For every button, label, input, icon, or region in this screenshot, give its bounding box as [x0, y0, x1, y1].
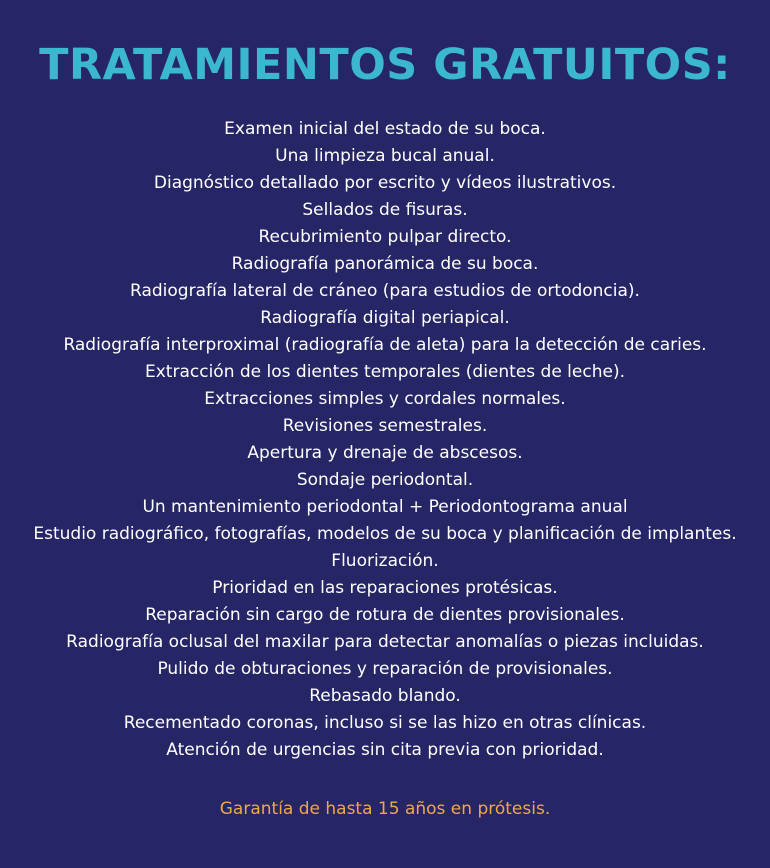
treatment-item: Sondaje periodontal. [296, 470, 474, 490]
treatment-item: Revisiones semestrales. [282, 416, 488, 436]
treatment-item: Prioridad en las reparaciones protésicas. [212, 578, 558, 598]
treatment-item: Radiografía digital periapical. [260, 308, 510, 328]
treatment-item: Reparación sin cargo de rotura de dientes provisionales. [145, 605, 625, 625]
treatment-item: Radiografía oclusal del maxilar para detectar anomalías o piezas incluidas. [66, 632, 704, 652]
treatment-item: Recementado coronas, incluso si se las hizo en otras clínicas. [123, 713, 647, 733]
warranty-note: Garantía de hasta 15 años en prótesis. [219, 799, 551, 819]
treatment-item: Extracciones simples y cordales normales. [204, 389, 566, 409]
treatment-item: Radiografía interproximal (radiografía de aleta) para la detección de caries. [63, 335, 707, 355]
treatment-list [0, 116, 770, 764]
treatment-item: Apertura y drenaje de abscesos. [247, 443, 523, 463]
treatment-item: Examen inicial del estado de su boca. [224, 119, 546, 139]
treatment-item: Diagnóstico detallado por escrito y vídeos ilustrativos. [153, 173, 617, 193]
page-title: TRATAMIENTOS GRATUITOS: [39, 40, 731, 90]
treatment-item: Pulido de obturaciones y reparación de provisionales. [157, 659, 613, 679]
treatment-item: Radiografía panorámica de su boca. [231, 254, 539, 274]
treatment-item: Radiografía lateral de cráneo (para estudios de ortodoncia). [130, 281, 640, 301]
treatment-item: Fluorización. [331, 551, 439, 571]
treatment-item: Estudio radiográfico, fotografías, modelos de su boca y planificación de implantes. [33, 524, 737, 544]
treatment-item: Atención de urgencias sin cita previa con prioridad. [166, 740, 604, 760]
treatment-item: Extracción de los dientes temporales (dientes de leche). [145, 362, 625, 382]
treatment-item: Sellados de fisuras. [302, 200, 468, 220]
treatment-item: Una limpieza bucal anual. [275, 146, 495, 166]
treatment-item: Rebasado blando. [309, 686, 461, 706]
treatment-item: Recubrimiento pulpar directo. [258, 227, 512, 247]
treatment-item: Un mantenimiento periodontal + Periodontograma anual [142, 497, 628, 517]
